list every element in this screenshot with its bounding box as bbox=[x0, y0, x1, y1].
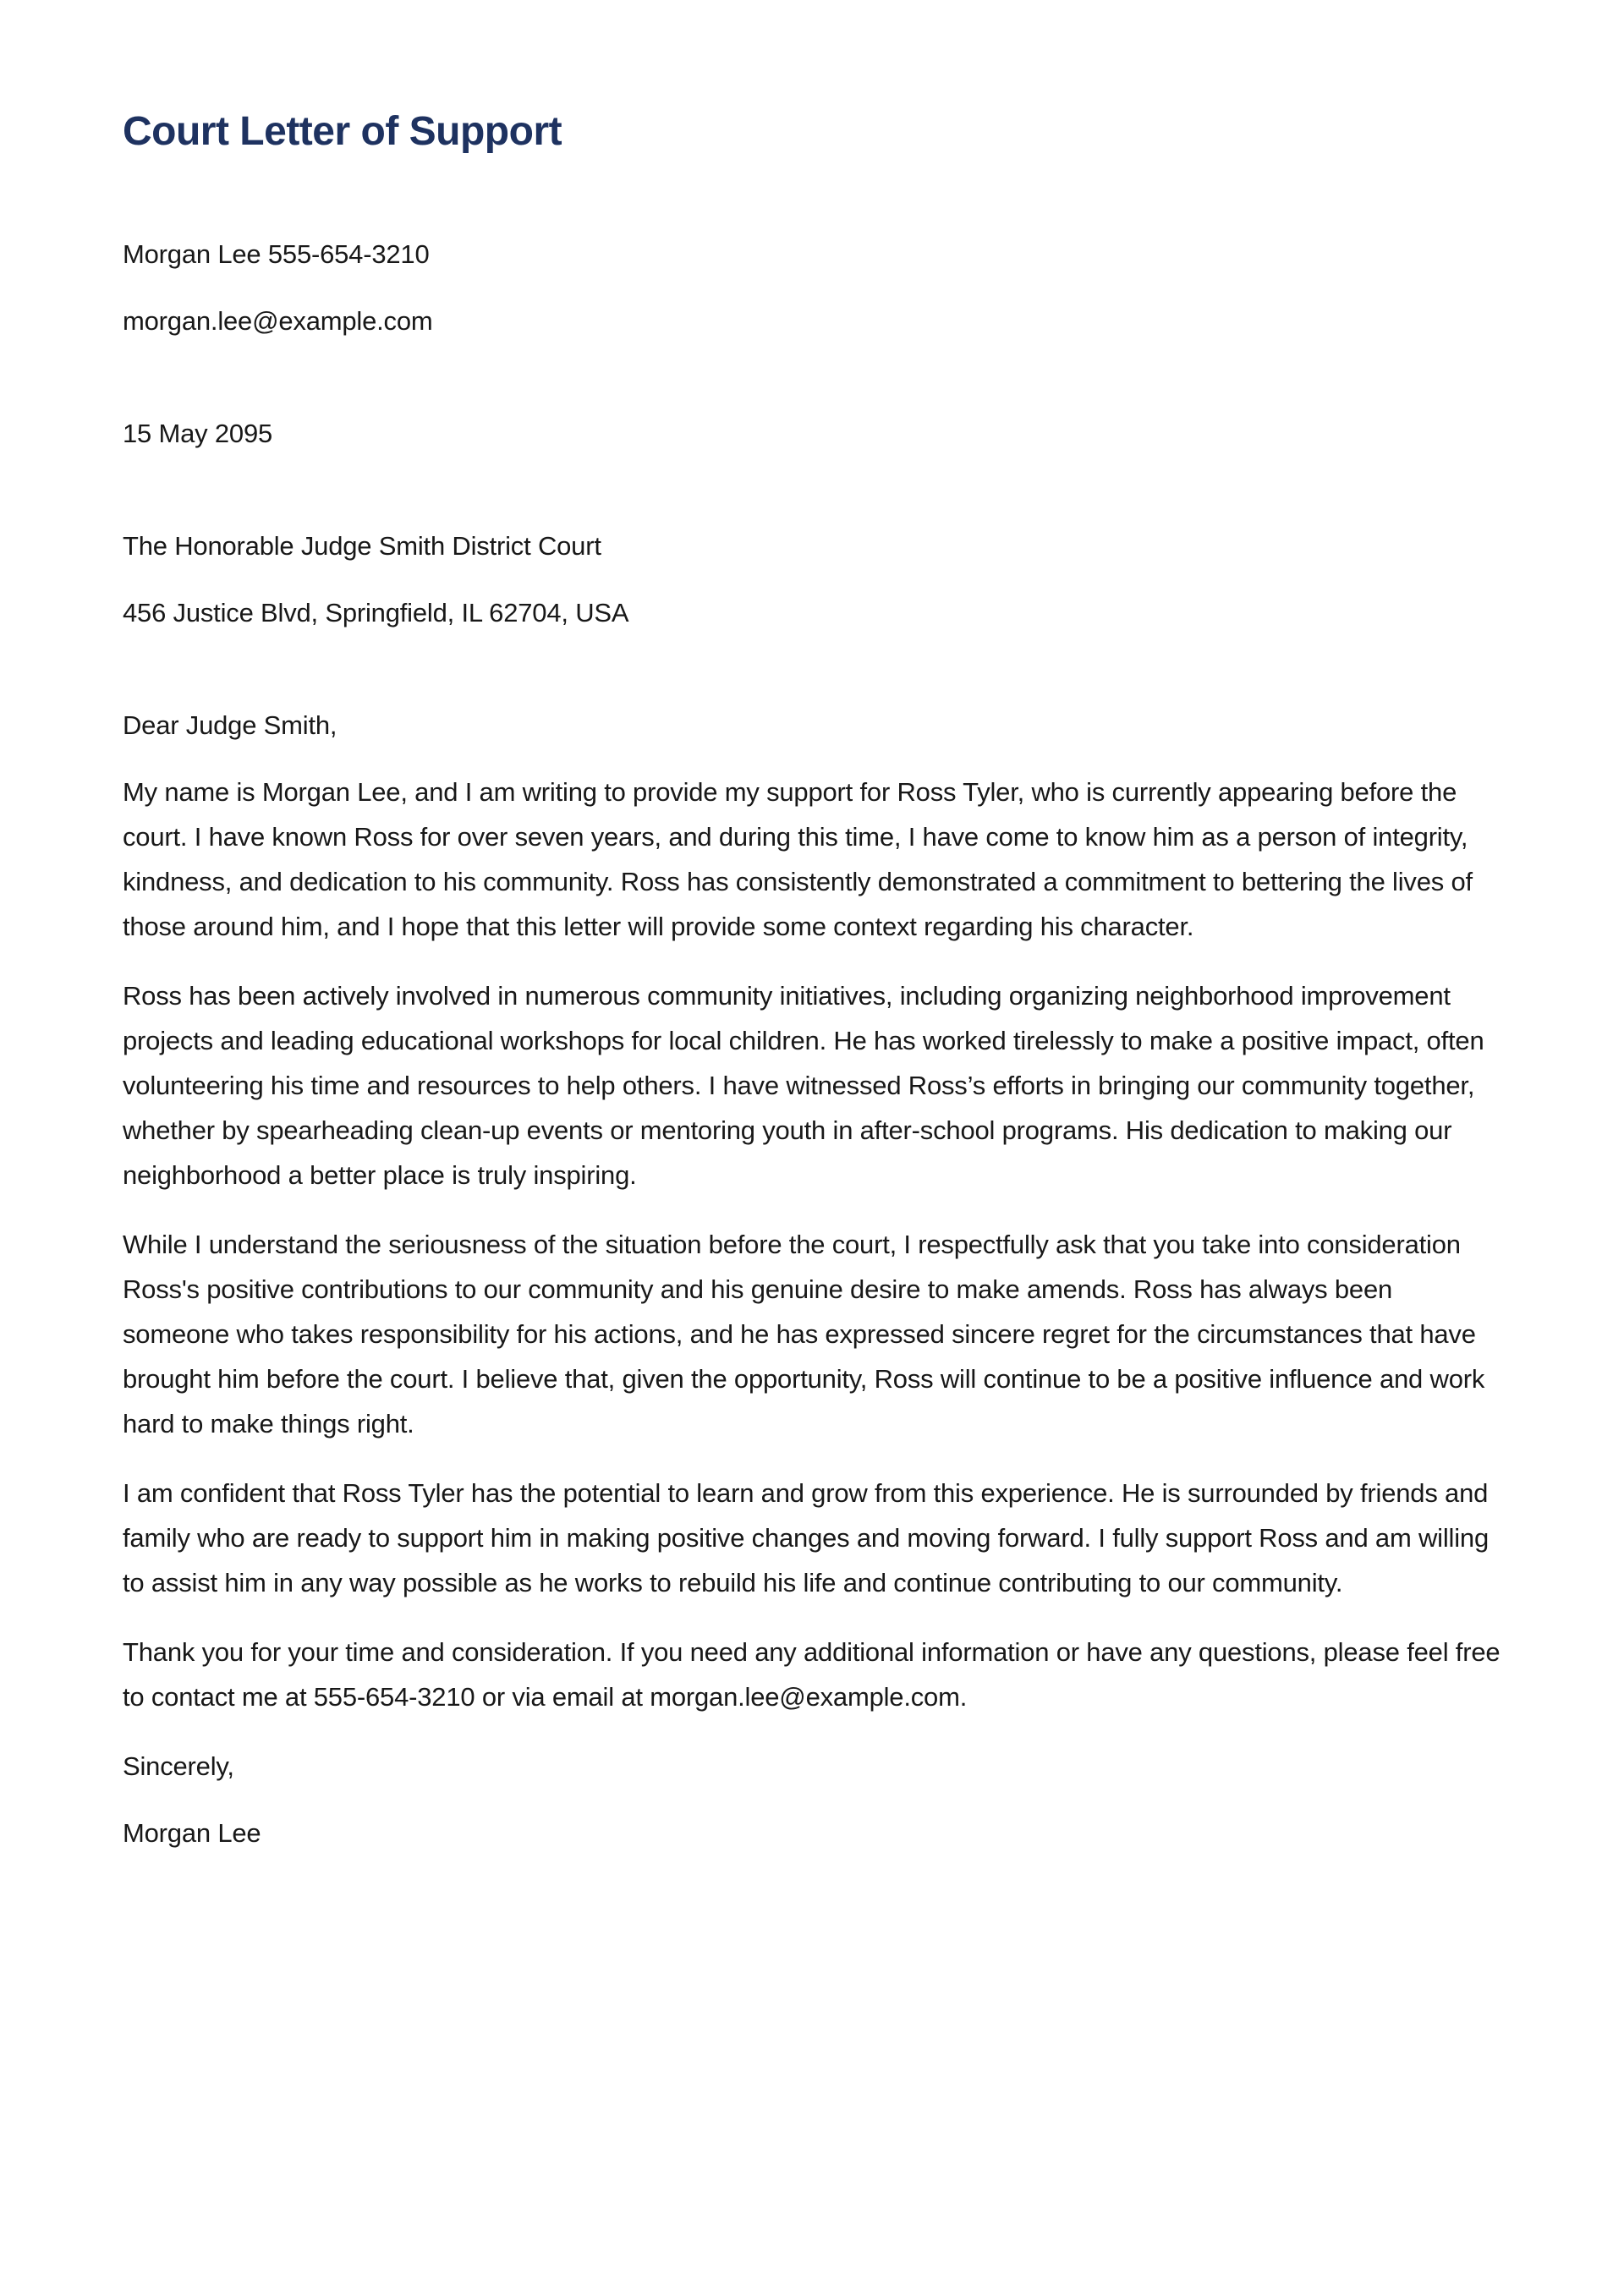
body-paragraph-1: My name is Morgan Lee, and I am writing to provide my support for Ross Tyler, who is currently appearing before the court. I have known Ross for over seven years, and during this time, I have come to know him as a person of integrity, kindness, and dedication to his community. Ross has consistently demonstrated a commitment to bettering the lives of those around him, and I hope that this letter will provide some context regarding his character. bbox=[123, 777, 1473, 941]
body-paragraph-3: While I understand the seriousness of the situation before the court, I respectfully ask that you take into consideration Ross's positive contributions to our community and his genuine desire to make amends. Ross has always been someone who takes responsibility for his actions, and he has expressed sincere regret for the circumstances that have brought him before the court. I believe that, given the opportunity, Ross will continue to be a positive influence and work hard to make things right. bbox=[123, 1230, 1485, 1438]
salutation: Dear Judge Smith, bbox=[123, 710, 337, 740]
body-paragraph-4: I am confident that Ross Tyler has the potential to learn and grow from this experience. He is surrounded by friends and family who are ready to support him in making positive changes and moving forward. I fully support Ross and am willing to assist him in any way possible as he works to rebuild his life and continue contributing to our community. bbox=[123, 1478, 1490, 1597]
document-title: Court Letter of Support bbox=[123, 109, 562, 154]
recipient-address-line: 456 Justice Blvd, Springfield, IL 62704, USA bbox=[123, 598, 629, 627]
sender-name-phone: Morgan Lee 555-654-3210 bbox=[123, 239, 430, 269]
body-paragraph-2: Ross has been actively involved in numerous community initiatives, including organizing neighborhood improvement projects and leading educational workshops for local children. He has worked tirelessly to make a positive impact, often volunteering his time and resources to help others. I have witnessed Ross’s efforts in bringing our community together, whether by spearheading clean-up events or mentoring youth in after-school programs. His dedication to making our neighborhood a better place is truly inspiring. bbox=[123, 981, 1484, 1190]
letter-date: 15 May 2095 bbox=[123, 419, 273, 448]
recipient-name-line: The Honorable Judge Smith District Court bbox=[123, 531, 601, 561]
closing: Sincerely, bbox=[123, 1751, 234, 1781]
signature-name: Morgan Lee bbox=[123, 1818, 261, 1848]
sender-email: morgan.lee@example.com bbox=[123, 306, 433, 336]
body-paragraph-5: Thank you for your time and consideration. If you need any additional information or have any questions, please feel free to contact me at 555-654-3210 or via email at morgan.lee@example.com. bbox=[123, 1637, 1501, 1712]
